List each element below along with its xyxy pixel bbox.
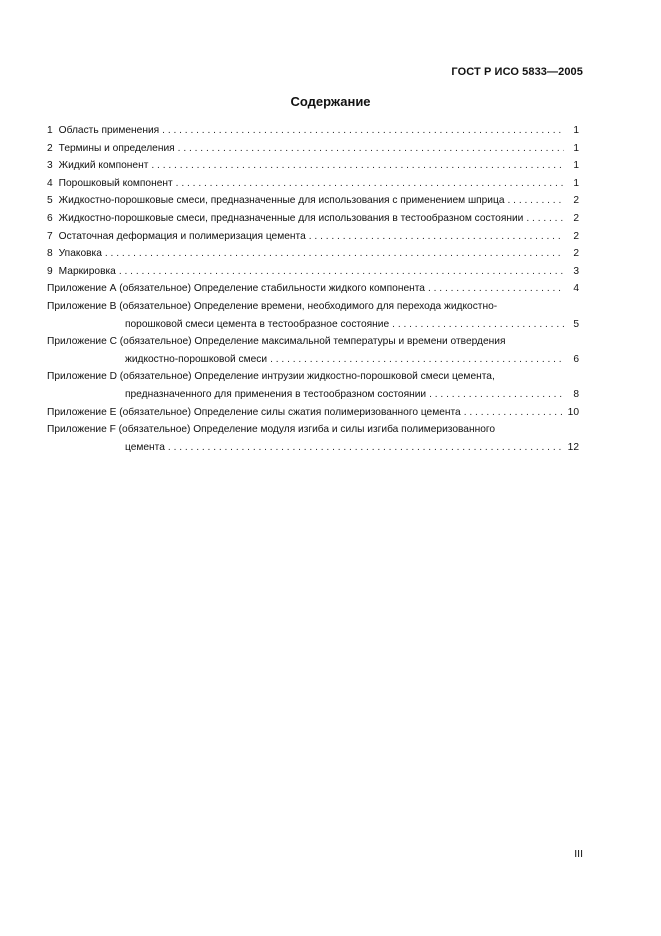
toc-appendix-d-continued[interactable] (47, 386, 579, 404)
toc-entry-page: 3 (573, 265, 579, 277)
toc-appendix-b-continued[interactable] (47, 316, 579, 334)
page-title: Содержание (290, 94, 371, 109)
toc-appendix-label: Приложение D (обязательное) Определение интрузии жидкостно-порошковой смеси цемента, (47, 371, 495, 383)
toc-appendix-c[interactable] (47, 333, 579, 351)
toc-appendix-f[interactable] (47, 421, 579, 439)
toc-entry-label: Остаточная деформация и полимеризация цемента (58, 230, 306, 242)
toc-entry-number: 7 (47, 230, 53, 242)
toc-entry-5[interactable] (47, 192, 579, 210)
toc-entry-page: 2 (573, 212, 579, 224)
toc-leader (526, 210, 564, 228)
toc-entry-number: 5 (47, 195, 53, 207)
toc-entry-label: Жидкий компонент (58, 160, 149, 172)
toc-leader (105, 245, 564, 263)
toc-entry-7[interactable] (47, 228, 579, 246)
toc-entry-page: 1 (573, 142, 579, 154)
toc-leader (429, 386, 564, 404)
toc-leader (119, 263, 564, 281)
toc-entry-number: 6 (47, 212, 53, 224)
toc-appendix-label: Приложение F (обязательное) Определение модуля изгиба и силы изгиба полимеризованного (47, 424, 496, 436)
toc-entry-label: Порошковый компонент (58, 177, 173, 189)
toc-entry-page: 12 (567, 441, 579, 453)
toc-appendix-c-continued[interactable] (47, 351, 579, 369)
toc-appendix-label-continued: предназначенного для применения в тестообразном состоянии (125, 388, 427, 400)
toc-entry-page: 2 (573, 248, 579, 260)
table-of-contents (47, 122, 579, 456)
toc-appendix-label-continued: цемента (125, 441, 165, 453)
toc-leader (464, 404, 564, 422)
toc-entry-page: 10 (567, 406, 579, 418)
toc-entry-number: 3 (47, 160, 53, 172)
toc-entry-page: 4 (573, 283, 579, 295)
toc-entry-page: 1 (573, 125, 579, 136)
toc-entry-8[interactable] (47, 245, 579, 263)
toc-entry-page: 5 (573, 318, 579, 330)
toc-appendix-label: Приложение А (обязательное) Определение стабильности жидкого компонента (47, 283, 425, 295)
toc-entry-label: Жидкостно-порошковые смеси, предназначенные для использования в тестообразном состоянии (58, 212, 524, 224)
toc-leader (168, 439, 564, 457)
toc-entry-page: 8 (573, 388, 579, 400)
toc-entry-4[interactable] (47, 175, 579, 193)
toc-leader (508, 192, 565, 210)
toc-entry-number: 1 (47, 125, 53, 136)
toc-appendix-d[interactable] (47, 368, 579, 386)
toc-entry-label: Жидкостно-порошковые смеси, предназначенные для использования с применением шприца (58, 195, 505, 207)
page-number: III (574, 848, 583, 860)
toc-leader (392, 316, 564, 334)
toc-appendix-label: Приложение Е (обязательное) Определение силы сжатия полимеризованного цемента (47, 406, 461, 418)
toc-entry-number: 8 (47, 248, 53, 260)
toc-appendix-f-continued[interactable] (47, 439, 579, 457)
toc-entry-3[interactable] (47, 157, 579, 175)
toc-appendix-e[interactable] (47, 404, 579, 422)
document-code-header: ГОСТ Р ИСО 5833—2005 (451, 66, 583, 78)
toc-leader (309, 228, 564, 246)
toc-entry-number: 9 (47, 265, 53, 277)
toc-entry-page: 1 (573, 177, 579, 189)
toc-leader (162, 122, 564, 140)
toc-leader (176, 175, 564, 193)
toc-entry-1[interactable] (47, 122, 579, 140)
toc-leader (178, 140, 564, 158)
toc-entry-label: Термины и определения (58, 142, 175, 154)
toc-appendix-label-continued: жидкостно-порошковой смеси (125, 353, 268, 365)
toc-appendix-label: Приложение В (обязательное) Определение времени, необходимого для перехода жидкостно- (47, 300, 498, 312)
toc-leader (270, 351, 564, 369)
toc-appendix-label-continued: порошковой смеси цемента в тестообразное состояние (125, 318, 390, 330)
toc-appendix-b[interactable] (47, 298, 579, 316)
toc-leader (151, 157, 564, 175)
toc-entry-page: 2 (573, 230, 579, 242)
toc-entry-label: Упаковка (58, 248, 102, 260)
toc-entry-page: 6 (573, 353, 579, 365)
toc-entry-6[interactable] (47, 210, 579, 228)
toc-entry-page: 2 (573, 195, 579, 207)
toc-appendix-label: Приложение С (обязательное) Определение максимальной температуры и времени отвердения (47, 336, 506, 348)
toc-entry-label: Маркировка (58, 265, 116, 277)
toc-entry-2[interactable] (47, 140, 579, 158)
toc-leader (428, 280, 564, 298)
toc-appendix-a[interactable] (47, 280, 579, 298)
toc-entry-label: Область применения (58, 125, 160, 136)
toc-entry-number: 4 (47, 177, 53, 189)
toc-entry-9[interactable] (47, 263, 579, 281)
toc-entry-page: 1 (573, 160, 579, 172)
toc-entry-number: 2 (47, 142, 53, 154)
